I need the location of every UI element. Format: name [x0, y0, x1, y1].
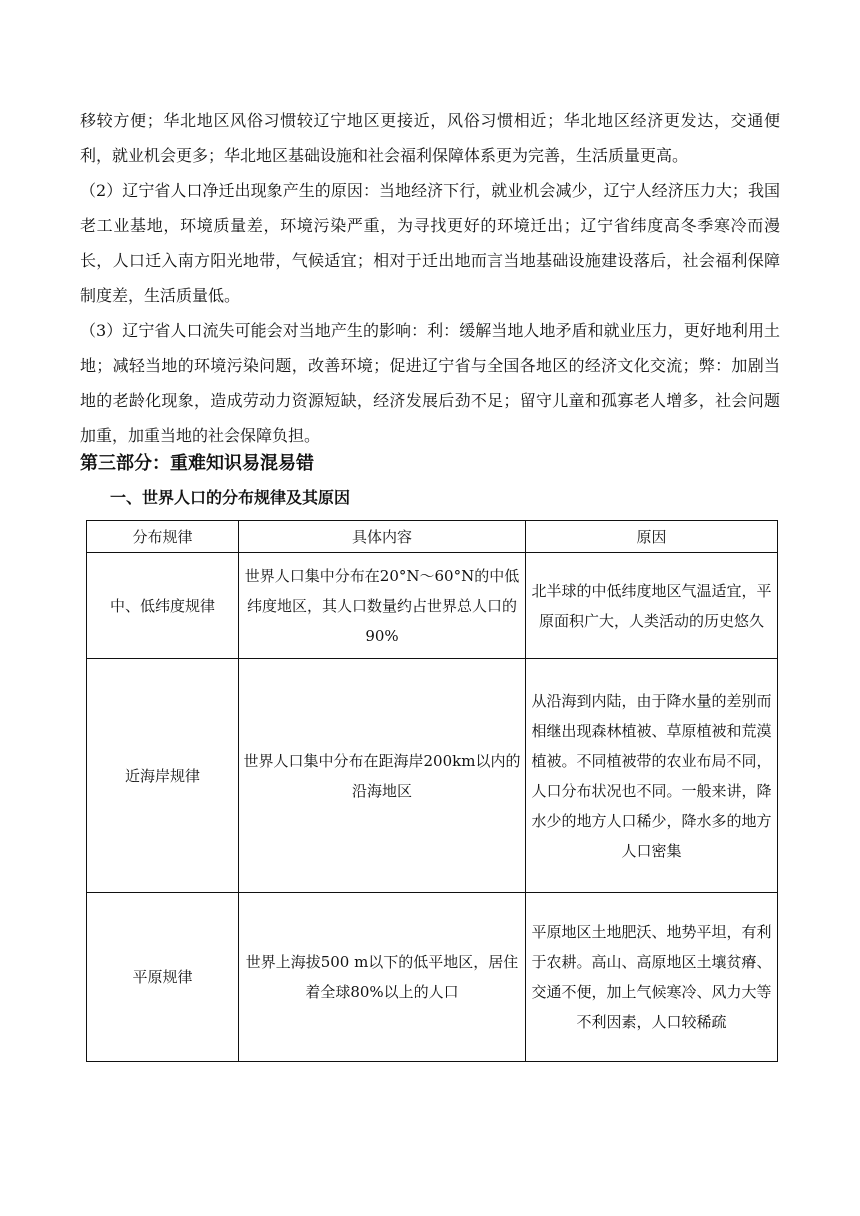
population-distribution-table [86, 520, 778, 1062]
table-row [87, 659, 778, 893]
cell-rule: 近海岸规律 [87, 659, 239, 893]
cell-reason: 从沿海到内陆，由于降水量的差别而相继出现森林植被、草原植被和荒漠植被。不同植被带的农业布局不同，人口分布状况也不同。一般来讲，降水少的地方人口稀少，降水多的地方人口密集 [526, 659, 778, 893]
paragraph-net-outflow-causes: （2）辽宁省人口净迁出现象产生的原因：当地经济下行，就业机会减少，辽宁人经济压力大；我国老工业基地，环境质量差，环境污染严重，为寻找更好的环境迁出；辽宁省纬度高冬季寒冷而漫长，人口迁入南方阳光地带，气候适宜；相对于迁出地而言当地基础设施建设落后，社会福利保障制度差，生活质量低。 [80, 181, 780, 305]
subsection-title: 一、世界人口的分布规律及其原因 [110, 488, 351, 507]
header-rule: 分布规律 [87, 521, 239, 553]
header-reason: 原因 [526, 521, 778, 553]
cell-reason: 北半球的中低纬度地区气温适宜，平原面积广大，人类活动的历史悠久 [526, 553, 778, 659]
table-header-row [87, 521, 778, 553]
header-content: 具体内容 [239, 521, 526, 553]
table-row [87, 893, 778, 1062]
table-row [87, 553, 778, 659]
cell-content: 世界人口集中分布在20°N～60°N的中低纬度地区，其人口数量约占世界总人口的90% [239, 553, 526, 659]
paragraph-outflow-impacts: （3）辽宁省人口流失可能会对当地产生的影响：利：缓解当地人地矛盾和就业压力，更好地利用土地；减轻当地的环境污染问题，改善环境；促进辽宁省与全国各地区的经济文化交流；弊：加剧当地的老龄化现象，造成劳动力资源短缺，经济发展后劲不足；留守儿童和孤寡老人增多，社会问题加重，加重当地的社会保障负担。 [80, 321, 780, 445]
paragraph-migration-reasons: 移较方便；华北地区风俗习惯较辽宁地区更接近，风俗习惯相近；华北地区经济更发达，交通便利，就业机会更多；华北地区基础设施和社会福利保障体系更为完善，生活质量更高。 [80, 111, 780, 165]
cell-rule: 平原规律 [87, 893, 239, 1062]
section-title: 第三部分：重难知识易混易错 [80, 453, 314, 474]
cell-content: 世界人口集中分布在距海岸200km以内的沿海地区 [239, 659, 526, 893]
cell-reason: 平原地区土地肥沃、地势平坦，有利于农耕。高山、高原地区土壤贫瘠、交通不便，加上气候寒冷、风力大等不利因素，人口较稀疏 [526, 893, 778, 1062]
cell-content: 世界上海拔500 m以下的低平地区，居住着全球80%以上的人口 [239, 893, 526, 1062]
cell-rule: 中、低纬度规律 [87, 553, 239, 659]
